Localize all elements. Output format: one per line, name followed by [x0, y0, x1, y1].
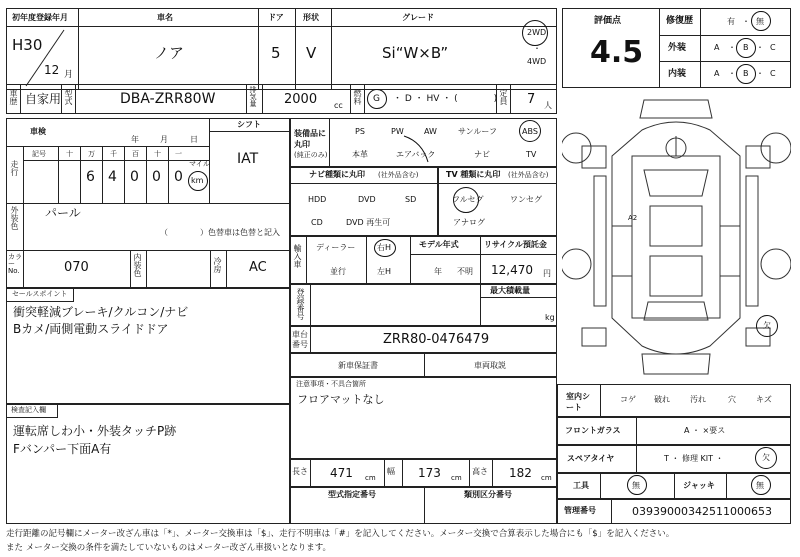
int-dot-2: ・	[756, 69, 764, 78]
digit-label-3: 百	[132, 150, 139, 158]
spare-circled: 欠	[762, 453, 770, 462]
model-year-label: モデル年式	[419, 240, 459, 249]
repair-label: 修復歴	[666, 16, 694, 26]
inspector-label: 検査記入欄	[11, 406, 46, 414]
manual-label: 車両取説	[474, 361, 506, 370]
score-value: 4.5	[590, 35, 644, 70]
capacity-value: 7	[527, 92, 536, 107]
equipment-sub: (純正のみ)	[294, 151, 328, 159]
navi-sd: SD	[405, 195, 417, 204]
model-year-unit: 年	[434, 267, 442, 276]
ext-grade-a: A	[714, 43, 720, 52]
int-grade-a: A	[714, 69, 720, 78]
navi-label: ナビ種類に丸印	[309, 170, 365, 179]
tv-oneseg: ワンセグ	[510, 195, 542, 204]
car-damage-diagram	[562, 96, 791, 380]
chassis-value: ZRR80-0476479	[383, 332, 490, 347]
first-reg-label: 初年度登録年月	[12, 13, 68, 22]
parallel-label: 並行	[330, 267, 346, 276]
class-label: 類別区分番号	[464, 490, 512, 499]
chassis-label: 車台番号	[292, 330, 308, 349]
reg-month: 12	[44, 63, 60, 77]
jack-label: ジャッキ	[683, 481, 715, 490]
shape-label: 形状	[303, 13, 319, 22]
ext-dot-1: ・	[728, 43, 736, 52]
width-label: 幅	[387, 467, 395, 476]
mileage-digit-0: 6	[86, 169, 95, 185]
notes-label: 注意事項・不具合箇所	[296, 380, 366, 388]
seat-label: 室内シート	[566, 392, 590, 412]
handle-left: 左H	[377, 267, 392, 276]
mileage-label: 走行	[10, 160, 19, 176]
digit-label-0: 十	[66, 150, 73, 158]
max-load-unit: kg	[545, 313, 555, 322]
model-year-unknown: 不明	[457, 267, 473, 276]
color-value: パール	[45, 206, 81, 220]
capacity-unit: 人	[544, 101, 552, 110]
exterior-label: 外装	[668, 43, 687, 53]
width-value: 173	[418, 466, 441, 480]
grade-label: グレード	[402, 13, 434, 22]
navi-sub: (社外品含む)	[378, 171, 419, 179]
equipment-label: 装備品に丸印	[294, 129, 326, 149]
ext-grade-c: C	[770, 43, 776, 52]
mileage-digit-3: 0	[152, 169, 161, 185]
footer-line-2: また メーター交換の条件を満たしていないものはメーター改ざん車扱いとなります。	[6, 543, 332, 553]
recycle-unit: 円	[543, 269, 551, 278]
footer-line-1: 走行距離の記号欄にメーター改ざん車は「*」、メーター交換車は「$」、走行不明車は「#」を記入してください。メーター交換で合算表示した場合にも「$」を記入ください。	[6, 529, 675, 539]
mgmt-label: 管理番号	[564, 506, 596, 515]
airbag-mark	[398, 134, 438, 164]
inspection-year-unit: 年	[131, 135, 139, 144]
mileage-digit-4: 0	[174, 169, 183, 185]
recycle-label: リサイクル預託金	[484, 240, 547, 249]
fuel-label: 燃料	[353, 89, 362, 105]
import-label: 輸入車	[293, 244, 302, 268]
reg-year: H30	[12, 36, 43, 54]
mile-label: マイル	[189, 160, 210, 168]
diagram-mark-missing: 欠	[763, 321, 771, 330]
color-code-label: カラーNo.	[8, 253, 22, 275]
interior-label: 内装	[668, 69, 687, 79]
spare-value: T ・ 修理 KIT ・	[664, 454, 724, 463]
car-name: ノア	[154, 44, 185, 62]
door-label: ドア	[268, 13, 284, 22]
displacement-value: 2000	[284, 92, 318, 107]
sales-point-line-0: 衝突軽減ブレーキ/クルコン/ナビ	[13, 305, 189, 319]
repair-dot: ・	[742, 17, 750, 26]
equip-airbag: エアバック	[396, 150, 436, 159]
capacity-label: 定員	[499, 89, 508, 105]
digit-label-4: 十	[154, 150, 161, 158]
drive-4wd: 4WD	[527, 57, 547, 66]
mileage-digit-2: 0	[130, 169, 139, 185]
tv-sub: (社外品含む)	[508, 171, 549, 179]
windshield-label: フロントガラス	[565, 426, 621, 435]
score-label: 評価点	[594, 16, 622, 26]
tools-value: 無	[632, 481, 640, 490]
dealer-label: ディーラー	[316, 243, 356, 252]
shape: V	[306, 44, 317, 62]
spare-label: スペアタイヤ	[567, 454, 615, 463]
car-name-label: 車名	[157, 13, 173, 22]
color-note: （ ）色替車は色替と記入	[160, 228, 280, 237]
inspector-line-1: Fバンパー下面A有	[13, 442, 112, 456]
handle-right: 右H	[377, 243, 392, 252]
interior-color-label: 内装色	[133, 253, 142, 277]
tools-label: 工具	[573, 481, 589, 490]
seat-item-4: キズ	[756, 395, 772, 404]
navi-dvd: DVD	[358, 195, 376, 204]
seat-item-2: 汚れ	[690, 395, 706, 404]
inspector-block	[6, 404, 290, 524]
digit-label-1: 万	[88, 150, 95, 158]
digit-label-5: 一	[175, 150, 182, 158]
mileage-digit-1: 4	[108, 169, 117, 185]
displacement-unit: cc	[334, 101, 343, 110]
int-grade-b: B	[743, 69, 749, 78]
equip-navi: ナビ	[474, 150, 490, 159]
tv-analog: アナログ	[453, 218, 485, 227]
sales-points-label: セールスポイント	[12, 290, 68, 298]
length-value: 471	[330, 466, 353, 480]
equip-ps: PS	[355, 127, 365, 136]
drive-2wd: 2WD	[527, 28, 547, 37]
color-label: 外装色	[10, 206, 19, 230]
equip-tv: TV	[526, 150, 537, 159]
width-unit: cm	[451, 474, 462, 482]
equip-abs: ABS	[522, 127, 538, 136]
inspection-label: 車検	[30, 127, 46, 136]
drive-dot: ・	[533, 44, 541, 53]
shift-label: シフト	[237, 120, 261, 129]
inspection-month-unit: 月	[160, 135, 168, 144]
int-dot-1: ・	[728, 69, 736, 78]
notes-block	[290, 377, 557, 459]
model-spec-label: 型式指定番号	[328, 490, 376, 499]
repair-yes: 有	[727, 17, 735, 26]
repair-no: 無	[756, 17, 764, 26]
seat-item-3: 穴	[728, 395, 736, 404]
mgmt-value: 03939000342511000653	[632, 505, 772, 518]
fuel-options: ・ D ・ HV ・ ( )	[393, 94, 498, 104]
height-label: 高さ	[472, 467, 488, 476]
navi-dvd-play: DVD 再生可	[346, 218, 391, 227]
registration-label: 登録番号	[296, 288, 305, 320]
max-load-label: 最大積載量	[490, 286, 530, 295]
displacement-label: 排気量	[249, 86, 257, 107]
mileage-sub-label: 記号	[32, 150, 46, 158]
use-value: 自家用	[25, 92, 62, 106]
equip-sunroof: サンルーフ	[458, 127, 497, 136]
height-unit: cm	[541, 474, 552, 482]
ac-label: 冷房	[213, 257, 222, 273]
seat-item-1: 破れ	[654, 395, 670, 404]
sales-point-line-1: Bカメ/両側電動スライドドア	[13, 322, 169, 336]
tv-fullseg: フルセグ	[452, 195, 484, 204]
ext-dot-2: ・	[756, 43, 764, 52]
color-code-value: 070	[64, 260, 89, 275]
notes-value: フロアマットなし	[297, 393, 385, 406]
navi-hdd: HDD	[308, 195, 327, 204]
grade: Si“W×B”	[382, 44, 449, 62]
equip-leather: 本革	[352, 150, 368, 159]
equip-aw: AW	[424, 127, 437, 136]
mileage-unit: km	[191, 176, 204, 185]
digit-label-2: 千	[110, 150, 117, 158]
inspector-line-0: 運転席しわ小・外装タッチP跡	[13, 424, 177, 438]
shift-value: IAT	[237, 151, 259, 167]
model-value: DBA-ZRR80W	[120, 91, 216, 107]
fuel-g: G	[373, 94, 380, 104]
inspection-day-unit: 日	[190, 135, 198, 144]
tv-label: TV 種類に丸印	[446, 170, 501, 179]
use-label: 車歴	[9, 89, 18, 105]
model-label: 型式	[64, 89, 73, 105]
jack-value: 無	[756, 481, 764, 490]
length-label: 長さ	[292, 467, 308, 476]
diagram-mark-a2: A2	[628, 214, 638, 222]
new-warranty-label: 新車保証書	[338, 361, 378, 370]
reg-month-unit: 月	[64, 70, 74, 80]
ext-grade-b: B	[743, 43, 749, 52]
length-unit: cm	[365, 474, 376, 482]
doors: 5	[271, 44, 281, 62]
equip-pw: PW	[391, 127, 404, 136]
ac-value: AC	[249, 260, 267, 275]
height-value: 182	[509, 466, 532, 480]
seat-item-0: コゲ	[620, 395, 636, 404]
windshield-value: A ・ ×要ス	[684, 426, 726, 435]
int-grade-c: C	[770, 69, 776, 78]
navi-cd: CD	[311, 218, 323, 227]
recycle-value: 12,470	[491, 263, 533, 277]
